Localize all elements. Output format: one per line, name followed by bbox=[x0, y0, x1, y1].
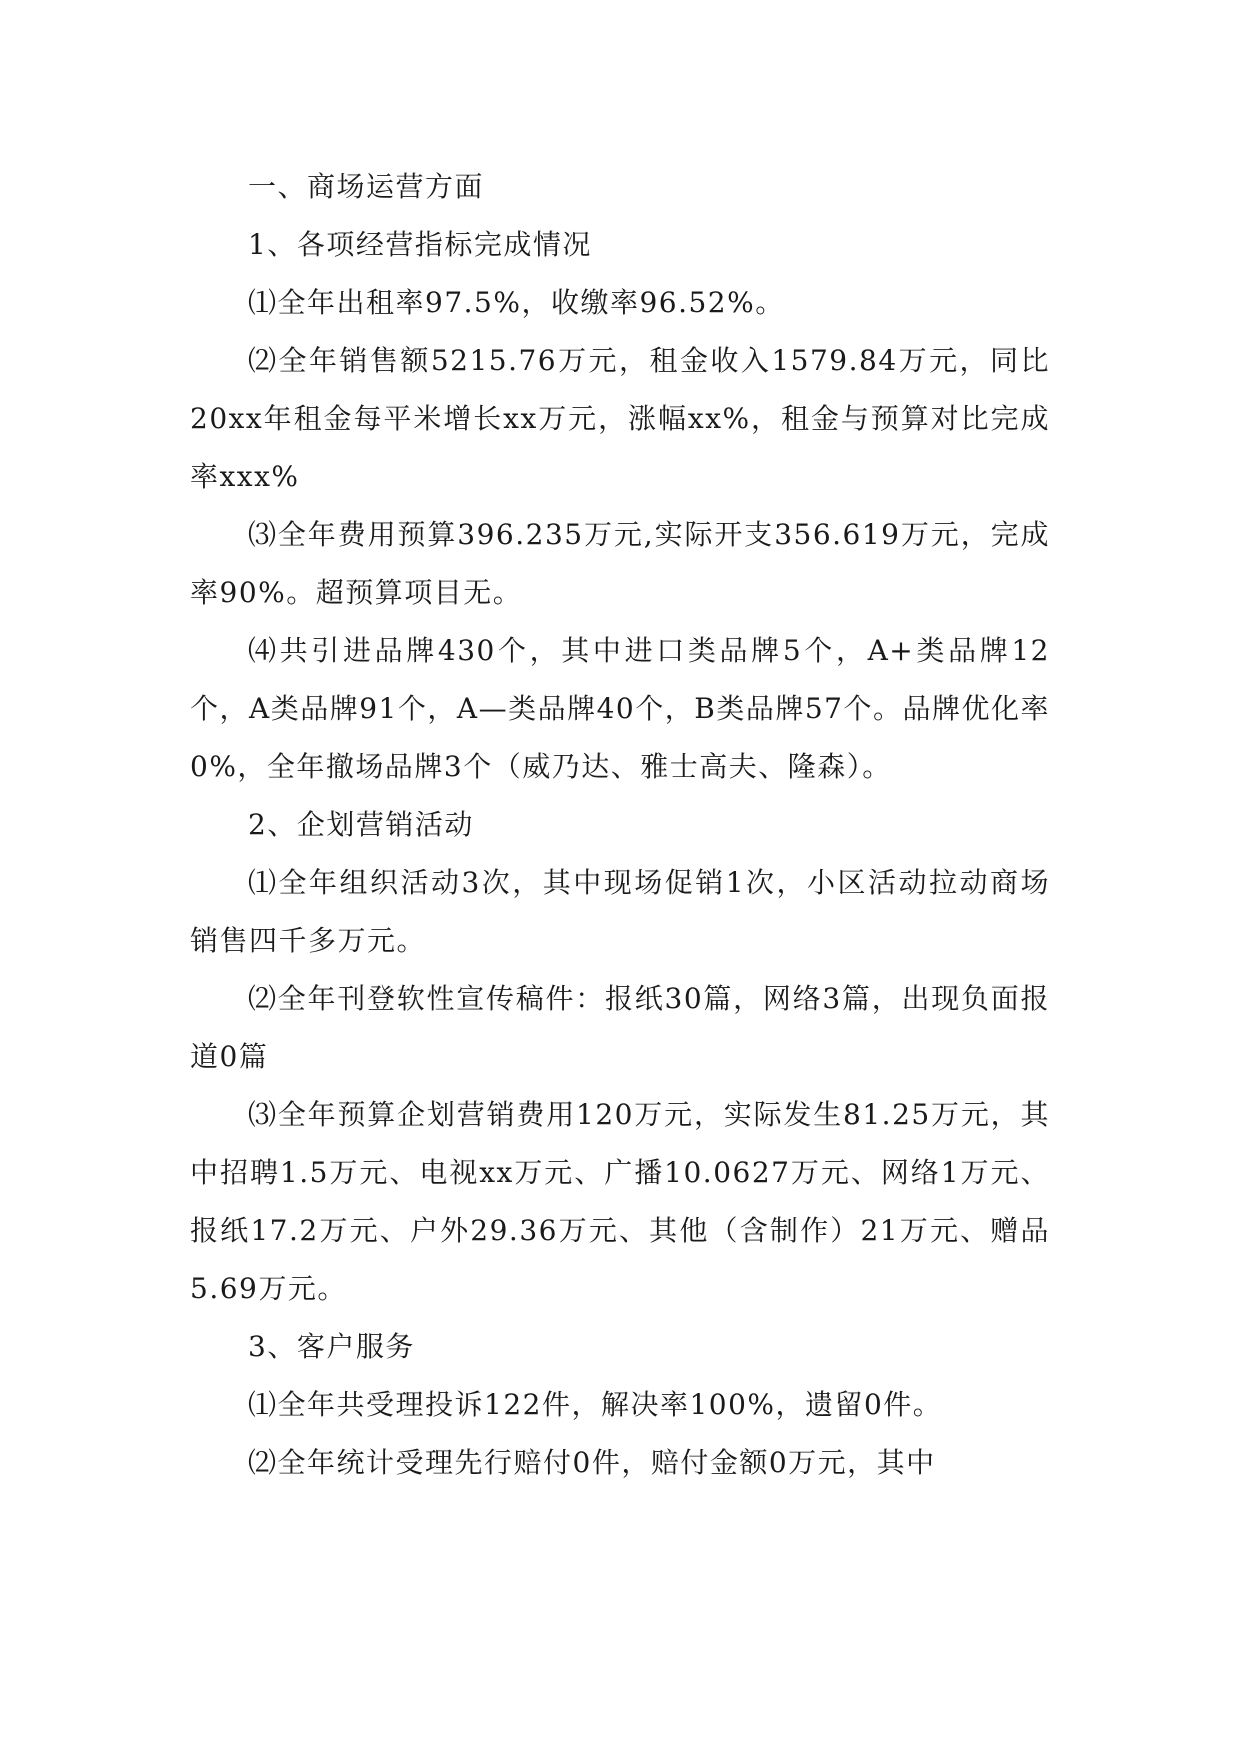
paragraph-occupancy-rate: ⑴全年出租率97.5%，收缴率96.52%。 bbox=[248, 286, 785, 319]
section-heading-mall-operations: 一、商场运营方面 bbox=[248, 170, 485, 203]
subsection-heading-customer-service: 3、客户服务 bbox=[248, 1330, 415, 1363]
subsection-heading-marketing: 2、企划营销活动 bbox=[248, 808, 474, 841]
paragraph-publicity: ⑵全年刊登软性宣传稿件：报纸30篇，网络3篇，出现负面报道0篇 bbox=[190, 982, 1050, 1073]
paragraph-brands: ⑷共引进品牌430个，其中进口类品牌5个，A+类品牌12个，A类品牌91个，A—类品牌40个，B类品牌57个。品牌优化率0%，全年撤场品牌3个（威乃达、雅士高夫、隆森）。 bbox=[190, 634, 1050, 783]
document-body bbox=[190, 158, 1050, 1492]
paragraph-sales-rent: ⑵全年销售额5215.76万元，租金收入1579.84万元，同比20xx年租金每平米增长xx万元，涨幅xx%，租金与预算对比完成率xxx% bbox=[190, 344, 1050, 493]
paragraph-complaints: ⑴全年共受理投诉122件，解决率100%，遗留0件。 bbox=[248, 1388, 943, 1421]
paragraph-marketing-budget: ⑶全年预算企划营销费用120万元，实际发生81.25万元，其中招聘1.5万元、电视xx万元、广播10.0627万元、网络1万元、报纸17.2万元、户外29.36万元、其他（含制作）21万元、赠品5.69万元。 bbox=[190, 1098, 1050, 1305]
paragraph-activities: ⑴全年组织活动3次，其中现场促销1次，小区活动拉动商场销售四千多万元。 bbox=[190, 866, 1050, 957]
subsection-heading-indicators: 1、各项经营指标完成情况 bbox=[248, 228, 592, 261]
paragraph-compensation: ⑵全年统计受理先行赔付0件，赔付金额0万元，其中 bbox=[248, 1446, 936, 1479]
paragraph-expense-budget: ⑶全年费用预算396.235万元,实际开支356.619万元，完成率90%。超预算项目无。 bbox=[190, 518, 1050, 609]
